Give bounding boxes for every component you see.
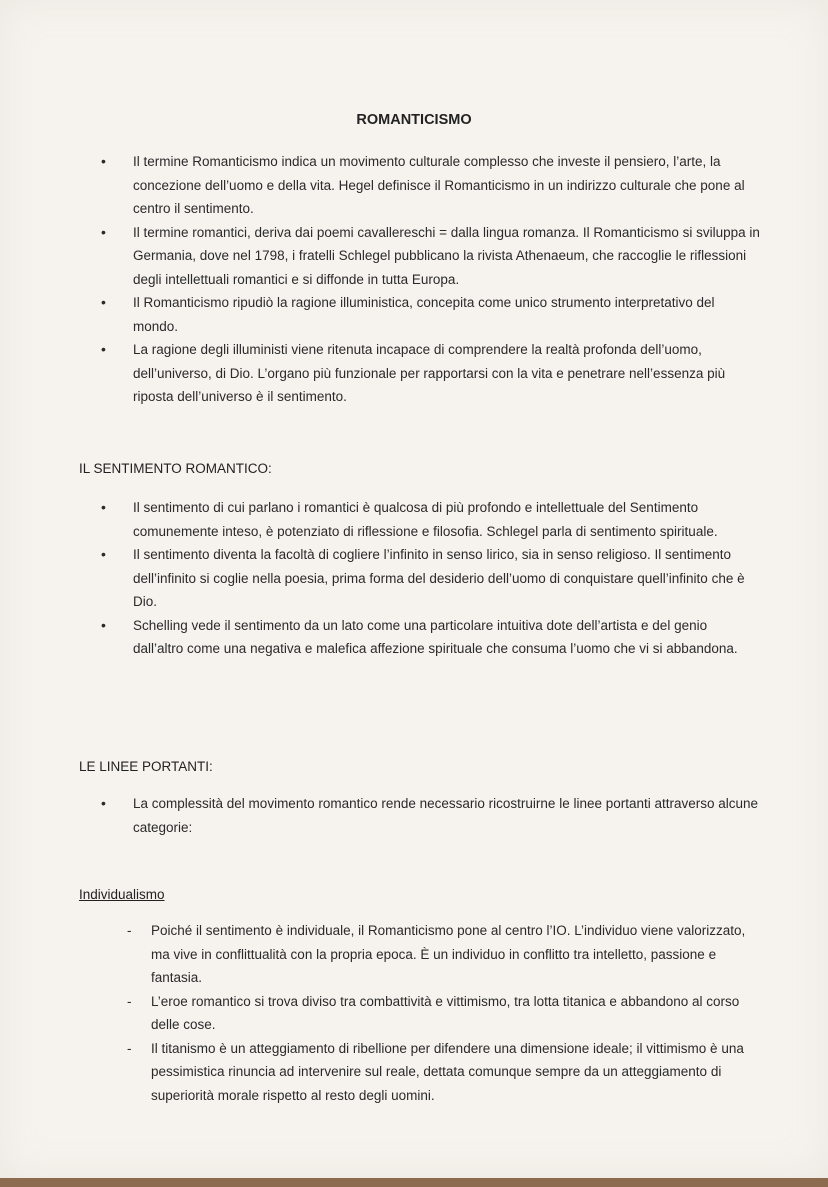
bullet-marker: • [101,499,106,515]
bullet-marker: • [101,294,106,310]
list-item-text: Poiché il sentimento è individuale, il Romanticismo pone al centro l’IO. L’individuo viene valorizzato, ma vive in conflittualità con la propria epoca. È un individuo in conflitto tra intelletto, passione e fantasia. [151,923,746,985]
list-item-text: Il titanismo è un atteggiamento di ribellione per difendere una dimensione ideale; il vittimismo è una pessimistica rinuncia ad intervenire sul reale, dettata comunque sempre da un atteggiamento di superiorità morale rispetto al resto degli uomini. [151,1040,744,1103]
list-item-text: La complessità del movimento romantico rende necessario ricostruirne le linee portanti attraverso alcune categorie: [133,796,759,835]
individualismo-dash-list [125,919,757,1107]
list-item-text: Il termine Romanticismo indica un movimento culturale complesso che investe il pensiero, l’arte, la concezione dell’uomo e della vita. Hegel definisce il Romanticismo in un indirizzo culturale che pone al centro il sentimento. [133,154,745,216]
sentimento-bullet-list [101,496,761,661]
list-item-text: Schelling vede il sentimento da un lato come una particolare intuitiva dote dell’artista e del genio dall’altro come una negativa e malefica affezione spirituale che consuma l’uomo che vi si abbandona. [133,617,738,656]
list-item [125,919,757,990]
list-item [125,1037,757,1108]
bullet-marker: • [101,546,106,562]
bullet-marker: • [101,153,106,169]
list-item [101,150,761,221]
list-item [101,338,761,409]
dash-marker: - [127,923,132,938]
page-title: ROMANTICISMO [356,112,472,128]
list-item [125,990,757,1037]
section-heading-individualismo: Individualismo [79,887,165,902]
bullet-marker: • [101,795,106,811]
dash-marker: - [127,993,132,1009]
bullet-marker: • [101,341,106,357]
section-heading-sentimento: IL SENTIMENTO ROMANTICO: [79,461,272,476]
bullet-marker: • [101,223,106,240]
dash-marker: - [127,1040,132,1056]
linee-bullet-list [101,792,761,839]
list-item [101,792,761,839]
list-item [101,291,761,338]
bullet-marker: • [101,616,106,633]
list-item-text: L’eroe romantico si trova diviso tra combattività e vittimismo, tra lotta titanica e abbandono al corso delle cose. [151,993,740,1032]
list-item-text: Il Romanticismo ripudiò la ragione illuministica, concepita come unico strumento interpretativo del mondo. [133,295,715,334]
list-item [101,496,761,543]
intro-bullet-list [101,150,761,409]
list-item [101,614,761,661]
list-item [101,543,761,614]
list-item-text: Il sentimento diventa la facoltà di cogliere l’infinito in senso lirico, sia in senso religioso. Il sentimento dell’infinito si coglie nella poesia, prima forma del desiderio dell’uomo di conquistare quell’infinito che è Dio. [133,547,745,609]
list-item [101,221,761,292]
list-item-text: Il sentimento di cui parlano i romantici è qualcosa di più profondo e intellettuale del Sentimento comunemente inteso, è potenziato di riflessione e filosofia. Schlegel parla di sentimento spirituale. [133,500,718,539]
list-item-text: Il termine romantici, deriva dai poemi cavallereschi = dalla lingua romanza. Il Romanticismo si sviluppa in Germania, dove nel 1798, i fratelli Schlegel pubblicano la rivista Athenaeum, che raccoglie le riflessioni degli intellettuali romantici e si diffonde in tutta Europa. [133,224,760,287]
table-surface-edge [0,1178,828,1187]
list-item-text: La ragione degli illuministi viene ritenuta incapace di comprendere la realtà profonda dell’uomo, dell’universo, di Dio. L’organo più funzionale per rapportarsi con la vita e penetrare nell’essenza più riposta dell’universo è il sentimento. [133,342,726,404]
section-heading-linee: LE LINEE PORTANTI: [79,759,213,774]
